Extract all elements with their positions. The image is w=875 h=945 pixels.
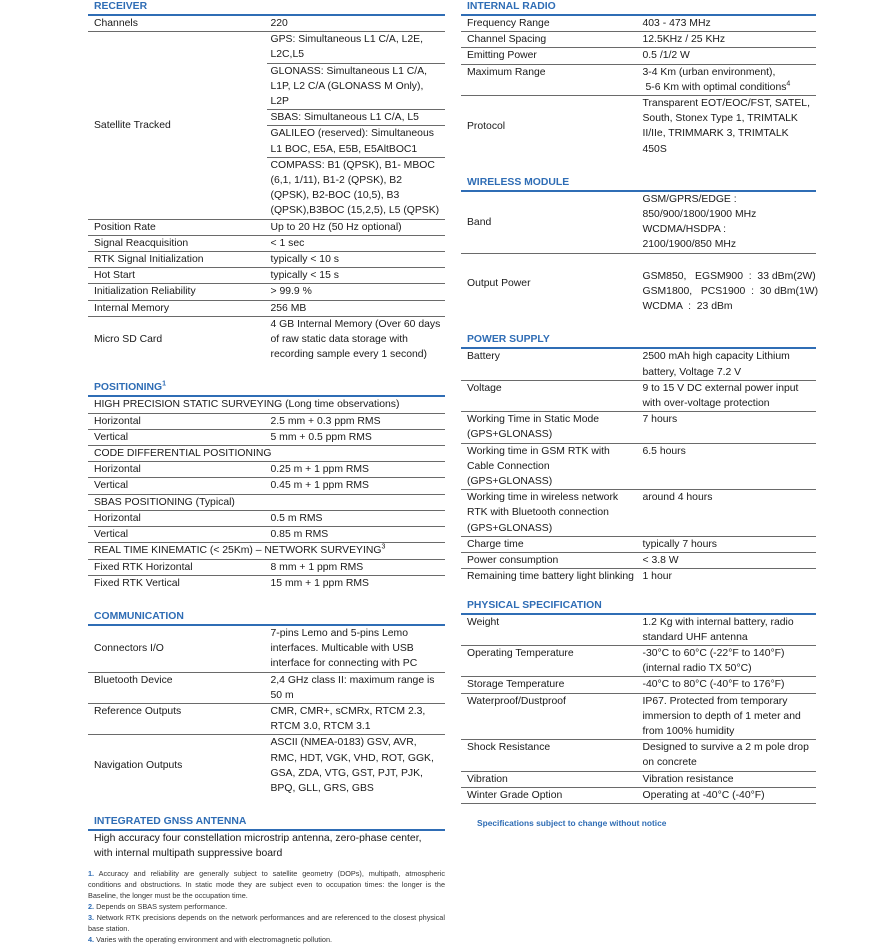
- section-title-communication: COMMUNICATION: [88, 610, 445, 625]
- spec-value: ASCII (NMEA-0183) GSV, AVR, RMC, HDT, VGK, VHD, ROT, GGK, GSA, ZDA, VTG, GST, PJT, PJK, BPQ, GLL, GRS, GBS: [270, 737, 434, 794]
- spec-value: 4 GB Internal Memory (Over 60 days of raw static data storage with recording sample every 1 second): [270, 318, 441, 361]
- spec-value: 2.5 mm + 0.3 ppm RMS: [267, 413, 446, 429]
- left-column: [88, 0, 445, 945]
- section-title-text: POSITIONING: [94, 382, 163, 394]
- band-line: GSM/GPRS/EDGE :: [642, 193, 737, 205]
- positioning-table: [88, 381, 445, 590]
- spec-value: 0.85 m RMS: [267, 527, 446, 543]
- spec-value: around 4 hours: [639, 490, 817, 537]
- physical-table: [461, 599, 816, 804]
- spec-label: Horizontal: [88, 510, 267, 526]
- footnote-ref: 4: [786, 80, 791, 88]
- footnote-text: Accuracy and reliability are generally subject to satellite geometry (DOPs), multipath, atmospheric conditions and obstructions. In static mode they are subject even to occupation times: the longer is the Baseline, the longer must be the occupation time.: [88, 868, 446, 900]
- spec-label: Working time in GSM RTK with Cable Connection (GPS+GLONASS): [461, 443, 639, 490]
- spec-value: 1.2 Kg with internal battery, radio standard UHF antenna: [639, 614, 817, 646]
- spec-value: -30°C to 60°C (-22°F to 140°F) (internal radio TX 50°C): [639, 645, 817, 676]
- receiver-table: [88, 0, 445, 362]
- spec-label: Channel Spacing: [461, 32, 639, 48]
- range-line-text: 5-6 Km with optimal conditions: [645, 81, 787, 93]
- spec-label: Hot Start: [88, 268, 267, 284]
- footnote: [88, 912, 445, 934]
- spec-value: typically < 10 s: [267, 252, 446, 268]
- section-title-power: POWER SUPPLY: [461, 333, 816, 348]
- spec-value: Designed to survive a 2 m pole drop on concrete: [639, 740, 817, 771]
- band-line: WCDMA/HSDPA :: [642, 224, 727, 236]
- spec-label: Frequency Range: [461, 15, 639, 32]
- change-notice: Specifications subject to change without notice: [477, 817, 667, 828]
- spec-row-satellite: [88, 32, 445, 63]
- footnote: [88, 934, 445, 945]
- spec-label: Working time in wireless network RTK with Bluetooth connection (GPS+GLONASS): [461, 490, 639, 537]
- spec-label: Vertical: [88, 527, 267, 543]
- spec-label: Band: [461, 191, 639, 253]
- spec-row: [88, 15, 445, 32]
- spec-value: typically 7 hours: [639, 536, 817, 552]
- spec-label: Winter Grade Option: [461, 787, 639, 803]
- spec-value: 9 to 15 V DC external power input with over-voltage protection: [639, 380, 817, 411]
- footnote-number: 3.: [88, 912, 95, 922]
- spec-value: 220: [267, 15, 446, 32]
- section-title-antenna: INTEGRATED GNSS ANTENNA: [88, 815, 445, 830]
- spec-value: typically < 15 s: [267, 268, 446, 284]
- spec-value: 7 hours: [639, 412, 817, 443]
- spec-value: 0.5 /1/2 W: [639, 48, 817, 64]
- spec-value: 256 MB: [267, 300, 446, 316]
- spec-value: -40°C to 80°C (-40°F to 176°F): [639, 677, 817, 693]
- spec-value: IP67. Protected from temporary immersion to depth of 1 meter and from 100% humidity: [639, 693, 817, 740]
- spec-value: 2,4 GHz class II: maximum range is 50 m: [267, 672, 446, 703]
- output-line: WCDMA : 23 dBm: [642, 301, 733, 313]
- power-table: [461, 333, 816, 584]
- spec-value: 2500 mAh high capacity Lithium battery, Voltage 7.2 V: [639, 348, 817, 380]
- spec-label: Power consumption: [461, 553, 639, 569]
- spec-value: 0.5 m RMS: [267, 510, 446, 526]
- spec-value: 403 - 473 MHz: [639, 15, 817, 32]
- footnote-number: 2.: [88, 901, 95, 911]
- section-title-physical: PHYSICAL SPECIFICATION: [461, 599, 816, 614]
- subsection-title: [88, 543, 445, 559]
- spec-label: Initialization Reliability: [88, 284, 267, 300]
- spec-label: Navigation Outputs: [94, 760, 183, 772]
- antenna-description: High accuracy four constellation microstrip antenna, zero-phase center, with internal multipath suppressive board: [94, 833, 422, 860]
- spec-value: 6.5 hours: [639, 443, 817, 490]
- band-line: 2100/1900/850 MHz: [642, 239, 737, 251]
- spec-value: 7-pins Lemo and 5-pins Lemo interfaces. Multicable with USB interface for connecting with PC: [267, 625, 446, 672]
- subsection-title: HIGH PRECISION STATIC SURVEYING (Long time observations): [88, 396, 445, 413]
- subsection-title-text: REAL TIME KINEMATIC (< 25Km) – NETWORK SURVEYING: [94, 545, 382, 557]
- section-title-radio: INTERNAL RADIO: [461, 0, 816, 15]
- footnote-text: Varies with the operating environment and with electromagnetic pollution.: [96, 934, 333, 944]
- footnote: [88, 901, 445, 912]
- spec-label: RTK Signal Initialization: [88, 252, 267, 268]
- spec-value: 0.45 m + 1 ppm RMS: [267, 478, 446, 494]
- spec-label: Horizontal: [88, 413, 267, 429]
- footnote-text: Depends on SBAS system performance.: [96, 901, 228, 911]
- range-line: 3-4 Km (urban environment),: [642, 66, 776, 78]
- output-line: GSM850, EGSM900 : 33 dBm(2W): [642, 270, 816, 282]
- spec-value: [639, 191, 817, 253]
- spec-label: Vertical: [88, 478, 267, 494]
- spec-value: [639, 64, 817, 95]
- spec-label: Vertical: [88, 429, 267, 445]
- spec-label: Protocol: [467, 120, 506, 132]
- section-title-receiver: RECEIVER: [88, 0, 445, 15]
- spec-label: Reference Outputs: [88, 703, 267, 734]
- spec-label: Position Rate: [88, 219, 267, 235]
- spec-label: Bluetooth Device: [88, 672, 267, 703]
- spec-value: CMR, CMR+, sCMRx, RTCM 2.3, RTCM 3.0, RTCM 3.1: [267, 703, 446, 734]
- subsection-title: CODE DIFFERENTIAL POSITIONING: [88, 446, 445, 462]
- right-column: [461, 0, 819, 828]
- output-line: GSM1800, PCS1900 : 30 dBm(1W): [642, 286, 819, 298]
- spec-label: Battery: [461, 348, 639, 380]
- spec-value: 0.25 m + 1 ppm RMS: [267, 462, 446, 478]
- communication-table: [88, 610, 445, 796]
- spec-label: Micro SD Card: [94, 334, 163, 346]
- spec-value: [639, 253, 817, 314]
- spec-value: GLONASS: Simultaneous L1 C/A, L1P, L2 C/A (GLONASS M Only), L2P: [267, 63, 446, 110]
- spec-value: 8 mm + 1 ppm RMS: [267, 559, 446, 575]
- spec-label: Charge time: [461, 536, 639, 552]
- spec-value: Operating at -40°C (-40°F): [639, 787, 817, 803]
- spec-label: Horizontal: [88, 462, 267, 478]
- spec-value: COMPASS: B1 (QPSK), B1- MBOC (6,1, 1/11), B1-2 (QPSK), B2 (QPSK), B2-BOC (10,5), B3 (QPSK),B3BOC (15,2,5), L5 (QPSK): [267, 157, 446, 219]
- spec-label: Connectors I/O: [88, 625, 267, 672]
- spec-label: Emitting Power: [461, 48, 639, 64]
- wireless-table: [461, 176, 819, 315]
- radio-table: [461, 0, 816, 157]
- spec-value: < 1 sec: [267, 235, 446, 251]
- spec-label: Vibration: [461, 771, 639, 787]
- section-title-wireless: WIRELESS MODULE: [461, 176, 816, 191]
- spec-value: Up to 20 Hz (50 Hz optional): [267, 219, 446, 235]
- spec-label: Internal Memory: [88, 300, 267, 316]
- range-line-2: [643, 80, 813, 95]
- footnote-number: 4.: [88, 934, 95, 944]
- spec-label: Storage Temperature: [461, 677, 639, 693]
- footnote-number: 1.: [88, 868, 95, 878]
- footnote-ref: 1: [162, 381, 167, 388]
- spec-label: Remaining time battery light blinking: [467, 571, 634, 583]
- spec-value: Vibration resistance: [639, 771, 817, 787]
- spec-label: Signal Reacquisition: [88, 235, 267, 251]
- spec-value: < 3.8 W: [639, 553, 817, 569]
- section-title-positioning: [88, 381, 445, 396]
- spec-label: Shock Resistance: [461, 740, 639, 771]
- spec-value: 5 mm + 0.5 ppm RMS: [267, 429, 446, 445]
- spec-label: Operating Temperature: [461, 645, 639, 676]
- spec-label: Voltage: [461, 380, 639, 411]
- spec-value: GPS: Simultaneous L1 C/A, L2E, L2C,L5: [267, 32, 446, 63]
- spec-label: Waterproof/Dustproof: [461, 693, 639, 740]
- spec-label: Working Time in Static Mode (GPS+GLONASS): [461, 412, 639, 443]
- spec-value: Transparent EOT/EOC/FST, SATEL, South, Stonex Type 1, TRIMTALK II/IIe, TRIMMARK 3, TRIMTALK 450S: [642, 98, 810, 155]
- spec-value: 15 mm + 1 ppm RMS: [270, 577, 369, 589]
- spec-value: GALILEO (reserved): Simultaneous L1 BOC, E5A, E5B, E5AltBOC1: [267, 126, 446, 157]
- spec-value: 12.5KHz / 25 KHz: [639, 32, 817, 48]
- antenna-table: [88, 815, 445, 861]
- spec-label: Satellite Tracked: [88, 32, 267, 219]
- spec-label: Channels: [88, 15, 267, 32]
- band-line: 850/900/1800/1900 MHz: [642, 209, 757, 221]
- spec-label: Fixed RTK Horizontal: [88, 559, 267, 575]
- spec-label: Fixed RTK Vertical: [94, 577, 180, 589]
- spec-value: SBAS: Simultaneous L1 C/A, L5: [267, 110, 446, 126]
- subsection-title: SBAS POSITIONING (Typical): [88, 494, 445, 510]
- footnote: [88, 868, 445, 901]
- spec-value: > 99.9 %: [267, 284, 446, 300]
- spec-value: 1 hour: [642, 571, 672, 583]
- footnotes: [88, 868, 445, 945]
- spec-label: Maximum Range: [461, 64, 639, 95]
- footnote-text: Network RTK precisions depends on the network performances and are referenced to the closest physical base station.: [88, 912, 445, 933]
- spec-label: Output Power: [467, 278, 531, 290]
- footnote-ref: 3: [381, 543, 386, 551]
- spec-label: Weight: [461, 614, 639, 646]
